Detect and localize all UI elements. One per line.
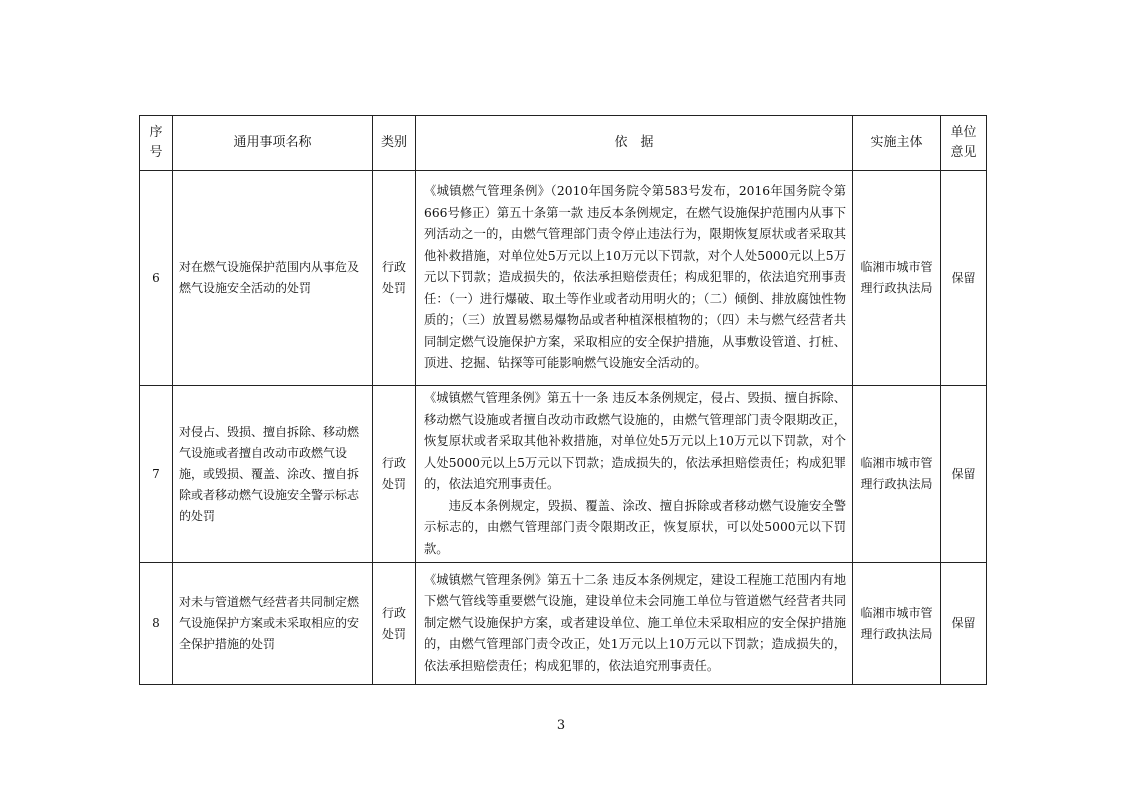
row-basis <box>416 386 853 563</box>
header-subject: 实施主体 <box>853 116 941 171</box>
basis-paragraph: 《城镇燃气管理条例》第五十一条 违反本条例规定，侵占、毁损、擅自拆除、移动燃气设施或者擅自改动市政燃气设施的，由燃气管理部门责令限期改正，恢复原状或者采取其他补救措施，对单位处5万元以上10万元以下罚款，对个人处5000元以上5万元以下罚款；造成损失的，依法承担赔偿责任；构成犯罪的，依法追究刑事责任。 <box>424 391 847 491</box>
basis-paragraph: 《城镇燃气管理条例》（2010年国务院令第583号发布，2016年国务院令第666号修正）第五十条第一款 违反本条例规定，在燃气设施保护范围内从事下列活动之一的，由燃气管理部门责令停止违法行为，限期恢复原状或者采取其他补救措施，对单位处5万元以上10万元以下罚款，对个人处5000元以上5万元以下罚款；造成损失的，依法承担赔偿责任；构成犯罪的，依法追究刑事责任：（一）进行爆破、取土等作业或者动用明火的；（二）倾倒、排放腐蚀性物质的；（三）放置易燃易爆物品或者种植深根植物的；（四）未与燃气经营者共同制定燃气设施保护方案，采取相应的安全保护措施，从事敷设管道、打桩、顶进、挖掘、钻探等可能影响燃气设施安全活动的。 <box>424 184 846 371</box>
header-basis: 依 据 <box>416 116 853 171</box>
items-table <box>139 115 987 685</box>
header-seq: 序号 <box>140 116 173 171</box>
page-number: 3 <box>556 718 566 733</box>
row-subject: 临湘市城市管理行政执法局 <box>853 386 941 563</box>
table-row <box>140 563 987 685</box>
row-seq: 6 <box>140 171 173 386</box>
header-name: 通用事项名称 <box>173 116 373 171</box>
row-category: 行政处罚 <box>373 171 416 386</box>
row-opinion: 保留 <box>941 563 987 685</box>
row-category: 行政处罚 <box>373 386 416 563</box>
table-header-row <box>140 116 987 171</box>
table-row <box>140 386 987 563</box>
row-basis <box>416 563 853 685</box>
header-opinion: 单位意见 <box>941 116 987 171</box>
row-category: 行政处罚 <box>373 563 416 685</box>
row-seq: 7 <box>140 386 173 563</box>
row-opinion: 保留 <box>941 171 987 386</box>
basis-paragraph: 违反本条例规定，毁损、覆盖、涂改、擅自拆除或者移动燃气设施安全警示标志的，由燃气管理部门责令限期改正，恢复原状，可以处5000元以下罚款。 <box>424 498 846 556</box>
row-subject: 临湘市城市管理行政执法局 <box>853 171 941 386</box>
header-category: 类别 <box>373 116 416 171</box>
row-opinion: 保留 <box>941 386 987 563</box>
row-seq: 8 <box>140 563 173 685</box>
table-row <box>140 171 987 386</box>
row-name: 对未与管道燃气经营者共同制定燃气设施保护方案或未采取相应的安全保护措施的处罚 <box>173 563 373 685</box>
row-name: 对侵占、毁损、擅自拆除、移动燃气设施或者擅自改动市政燃气设施，或毁损、覆盖、涂改、擅自拆除或者移动燃气设施安全警示标志的处罚 <box>173 386 373 563</box>
row-basis <box>416 171 853 386</box>
row-name: 对在燃气设施保护范围内从事危及燃气设施安全活动的处罚 <box>173 171 373 386</box>
row-subject: 临湘市城市管理行政执法局 <box>853 563 941 685</box>
basis-paragraph: 《城镇燃气管理条例》第五十二条 违反本条例规定，建设工程施工范围内有地下燃气管线等重要燃气设施，建设单位未会同施工单位与管道燃气经营者共同制定燃气设施保护方案，或者建设单位、施工单位未采取相应的安全保护措施的，由燃气管理部门责令改正，处1万元以上10万元以下罚款；造成损失的，依法承担赔偿责任；构成犯罪的，依法追究刑事责任。 <box>424 572 847 673</box>
